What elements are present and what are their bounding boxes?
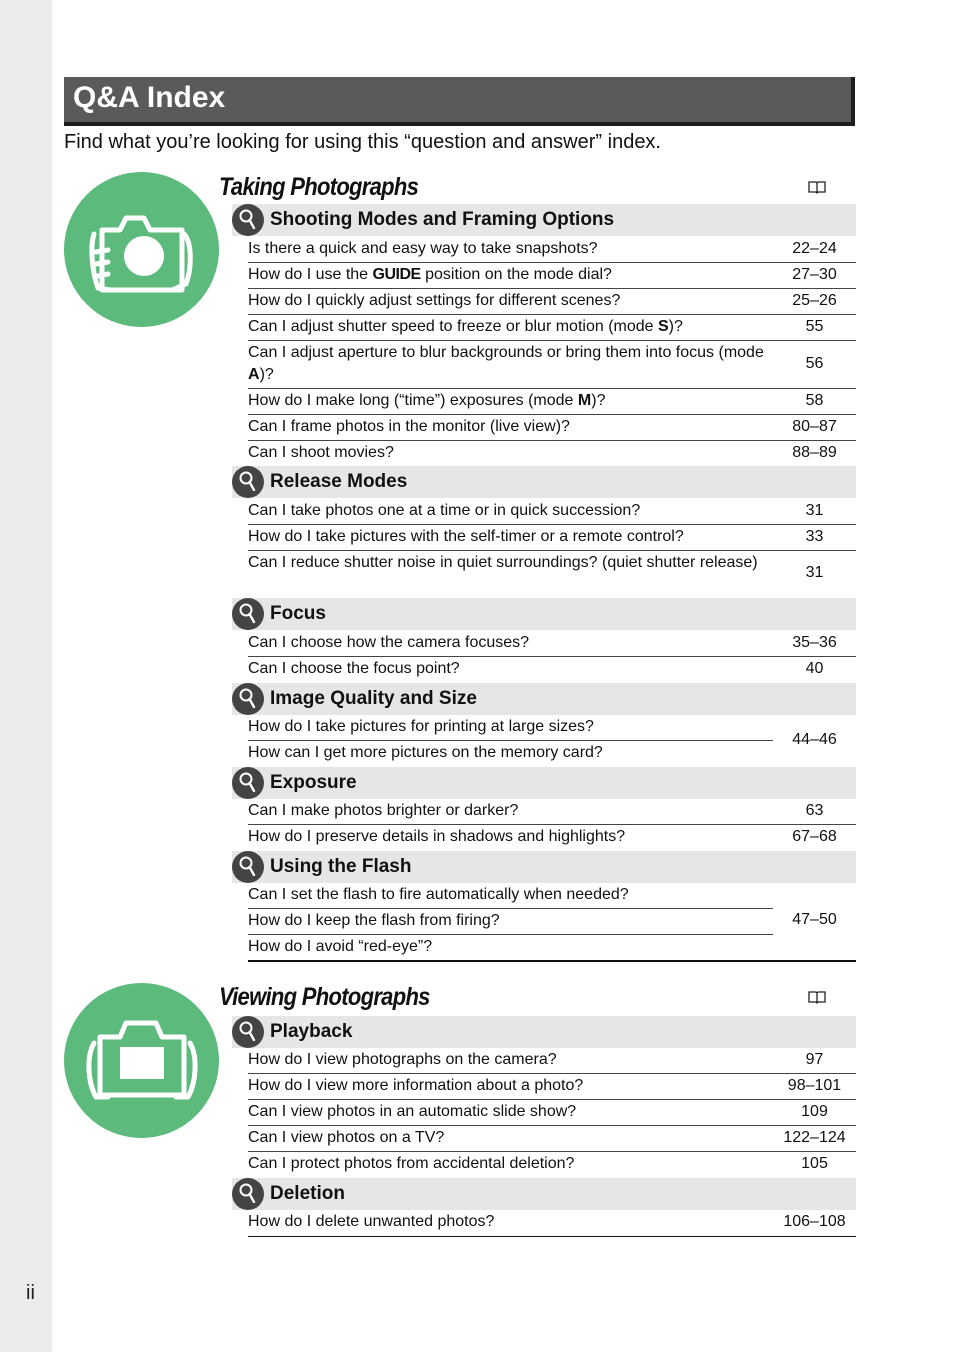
category-label: Using the Flash	[270, 856, 412, 877]
question: How do I preserve details in shadows and highlights?	[248, 828, 626, 845]
page-ref: 56	[805, 355, 824, 372]
camera-back-monitor-icon	[64, 983, 219, 1138]
qa-row	[248, 388, 856, 415]
page-ref: 105	[801, 1155, 828, 1172]
qa-row	[248, 908, 773, 935]
page-ref: 106–108	[783, 1213, 846, 1230]
page-ref: 109	[801, 1103, 828, 1120]
qa-row	[248, 714, 773, 741]
question: How do I take pictures with the self-timer or a remote control?	[248, 528, 684, 545]
magnifier-icon	[232, 683, 264, 715]
intro-text: Find what you’re looking for using this “question and answer” index.	[64, 131, 661, 153]
page-ref: 97	[805, 1051, 824, 1068]
section-title: Taking Photographs	[219, 173, 419, 201]
question: How do I view photographs on the camera?	[248, 1051, 557, 1068]
magnifier-icon	[232, 1178, 264, 1210]
category-deletion	[232, 1178, 856, 1210]
qa-row	[248, 824, 856, 851]
category-playback	[232, 1016, 856, 1048]
side-margin-strip	[0, 0, 52, 1352]
page-ref: 55	[805, 318, 824, 335]
mode-letter: M	[577, 392, 592, 409]
question: How do I delete unwanted photos?	[248, 1213, 495, 1230]
qa-row	[248, 1099, 856, 1126]
page-ref: 58	[805, 392, 824, 409]
question: Can I adjust aperture to blur backgrounds or bring them into focus (mode A)?	[248, 344, 764, 383]
category-shooting-modes	[232, 204, 856, 236]
qa-row	[248, 340, 856, 389]
qa-row	[248, 524, 856, 551]
magnifier-icon	[232, 767, 264, 799]
question: Can I view photos in an automatic slide show?	[248, 1103, 577, 1120]
page-ref: 63	[805, 802, 824, 819]
qa-row	[248, 550, 856, 598]
qa-row	[248, 798, 856, 825]
page-number: ii	[26, 1282, 35, 1304]
qa-row	[248, 656, 856, 683]
magnifier-icon	[232, 1016, 264, 1048]
question: How do I avoid “red-eye”?	[248, 938, 433, 955]
page-ref: 47–50	[792, 911, 837, 928]
question: Can I view photos on a TV?	[248, 1129, 445, 1146]
question: Can I frame photos in the monitor (live view)?	[248, 418, 570, 435]
page-ref: 31	[805, 564, 824, 581]
qa-row	[248, 1209, 856, 1237]
qa-row	[248, 236, 856, 263]
magnifier-icon	[232, 466, 264, 498]
qa-row	[248, 440, 856, 466]
magnifier-icon	[232, 598, 264, 630]
question: Can I adjust shutter speed to freeze or blur motion (mode S)?	[248, 318, 683, 335]
qa-row	[248, 288, 856, 315]
category-label: Release Modes	[270, 471, 408, 492]
page-ref: 33	[805, 528, 824, 545]
qa-row	[248, 498, 856, 525]
question: How do I take pictures for printing at large sizes?	[248, 718, 594, 735]
category-image-quality	[232, 683, 856, 715]
qa-row	[248, 630, 856, 657]
question: Can I take photos one at a time or in quick succession?	[248, 502, 641, 519]
section-heading-taking-photographs	[219, 170, 856, 204]
category-focus	[232, 598, 856, 630]
magnifier-icon	[232, 204, 264, 236]
section-title: Viewing Photographs	[219, 983, 430, 1011]
page-ref: 44–46	[792, 731, 837, 748]
qa-row	[248, 262, 856, 289]
question: Is there a quick and easy way to take snapshots?	[248, 240, 598, 257]
question: Can I reduce shutter noise in quiet surroundings? (quiet shutter release)	[248, 554, 758, 571]
page-ref: 22–24	[792, 240, 837, 257]
question: How can I get more pictures on the memory card?	[248, 744, 603, 761]
question: Can I choose how the camera focuses?	[248, 634, 530, 651]
qa-row	[248, 1151, 856, 1178]
question: How do I make long (“time”) exposures (mode M)?	[248, 392, 606, 409]
category-release-modes	[232, 466, 856, 498]
question: How do I quickly adjust settings for different scenes?	[248, 292, 621, 309]
page-ref: 27–30	[792, 266, 837, 283]
question: How do I use the GUIDE position on the mode dial?	[248, 266, 612, 283]
question: Can I set the flash to fire automatically when needed?	[248, 886, 629, 903]
mode-letter: A	[248, 366, 260, 383]
section-heading-viewing-photographs	[219, 980, 856, 1014]
category-using-flash	[232, 851, 856, 883]
magnifier-icon	[232, 851, 264, 883]
category-exposure	[232, 767, 856, 799]
category-label: Shooting Modes and Framing Options	[270, 209, 615, 230]
page-title: Q&A Index	[73, 81, 226, 114]
question: Can I choose the focus point?	[248, 660, 460, 677]
book-icon	[808, 990, 826, 1004]
page-ref: 98–101	[787, 1077, 842, 1094]
qa-row	[248, 934, 856, 962]
qa-row	[248, 740, 773, 767]
category-label: Deletion	[270, 1183, 345, 1204]
question: Can I protect photos from accidental deletion?	[248, 1155, 575, 1172]
qa-row	[248, 414, 856, 441]
book-icon	[808, 180, 826, 194]
page-ref: 67–68	[792, 828, 837, 845]
category-label: Image Quality and Size	[270, 688, 477, 709]
qa-row	[248, 1125, 856, 1152]
camera-in-hands-icon	[64, 172, 219, 327]
qa-row	[248, 882, 773, 909]
question: Can I shoot movies?	[248, 444, 394, 461]
qa-row	[248, 314, 856, 341]
page-ref: 122–124	[783, 1129, 846, 1146]
qa-row	[248, 1047, 856, 1074]
category-label: Exposure	[270, 772, 357, 793]
guide-mode-label: GUIDE	[372, 266, 421, 283]
page-ref: 31	[805, 502, 824, 519]
category-label: Playback	[270, 1021, 353, 1042]
category-label: Focus	[270, 603, 326, 624]
page-ref: 88–89	[792, 444, 837, 461]
page-ref: 40	[805, 660, 824, 677]
page-ref: 80–87	[792, 418, 837, 435]
page-ref: 25–26	[792, 292, 837, 309]
title-bar	[64, 77, 855, 126]
page-ref: 35–36	[792, 634, 837, 651]
qa-row	[248, 1073, 856, 1100]
question: How do I keep the flash from firing?	[248, 912, 500, 929]
question: Can I make photos brighter or darker?	[248, 802, 519, 819]
question: How do I view more information about a photo?	[248, 1077, 584, 1094]
mode-letter: S	[658, 318, 669, 335]
